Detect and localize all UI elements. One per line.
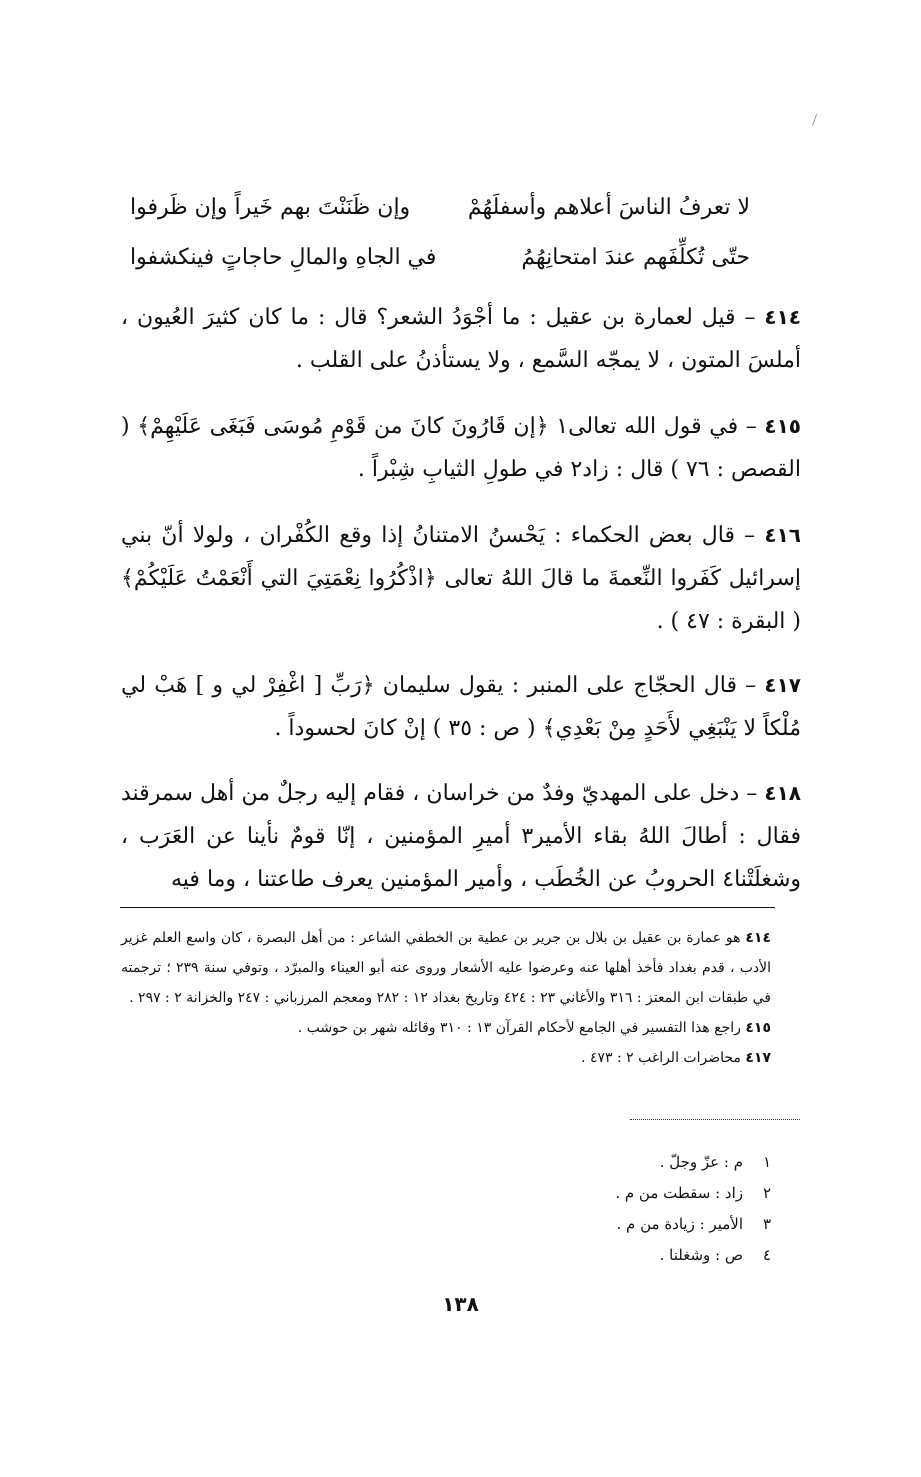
- footnote-key: ١: [762, 1153, 771, 1171]
- note-item: [121, 1043, 771, 1073]
- footnote-text: ص : وشغلنا .: [659, 1246, 743, 1264]
- footnote-item: [471, 1209, 771, 1240]
- note-number: ٤١٤: [745, 930, 772, 946]
- margin-mark: [812, 114, 817, 126]
- entry-text: – قيل لعمارة بن عقيل : ما أجْوَدُ الشعر؟ قال : ما كان كثيرَ العُيون ، أملسَ المتون ، لا يمجّه السَّمع ، ولا يستأذنُ على القلب .: [121, 305, 801, 373]
- verse-hemistich-second: في الجاهِ والمالِ حاجاتٍ فينكشفوا: [130, 245, 437, 270]
- entry-number: ٤١٥: [764, 414, 801, 438]
- entry-number: ٤١٧: [764, 673, 801, 697]
- commentary-notes: [121, 923, 771, 1073]
- entry-text: – قال بعض الحكماء : يَحْسنُ الامتنانُ إذا وقع الكُفْران ، ولولا أنّ بني إسرائيل كَفَروا النِّعمةَ ما قالَ اللهُ تعالى ﴿اذْكُرُوا نِعْمَتِيَ التي أَنْعَمْتُ عَلَيْكُمْ﴾ ( البقرة : ٤٧ ) .: [121, 523, 801, 634]
- footnote-separator: [120, 907, 775, 908]
- footnote-text: م : عزّ وجلّ .: [659, 1153, 743, 1171]
- footnote-item: [471, 1178, 771, 1209]
- note-text: هو عمارة بن عقيل بن بلال بن جرير بن عطية بن الخطفي الشاعر : من أهل البصرة ، كان واسع العلم غزير الأدب ، قدم بغداد فأخذ أهلها عنه وعرضوا عليه الأشعار وروى عنه أبو العيناء والمبرّد ، وتوفي سنة ٢٣٩ ؛ ترجمته في طبقات ابن المعتز : ٣١٦ والأغاني ٢٣ : ٤٢٤ وتاريخ بغداد ١٢ : ٢٨٢ ومعجم المرزباني : ٢٤٧ والخزانة ٢ : ٢٩٧ .: [121, 930, 771, 1006]
- verse-hemistich-first: لا تعرفُ الناسَ أعلاهم وأسفلَهُمْ: [467, 195, 750, 220]
- entry-text: – قال الحجّاج على المنبر : يقول سليمان ﴿رَبِّ [ اغْفِرْ لي و ] هَبْ لي مُلْكاً لا يَنْبَغِي لأَحَدٍ مِنْ بَعْدِي﴾ ( ص : ٣٥ ) إنْ كانَ لحسوداً .: [121, 673, 801, 741]
- entry-415: [121, 405, 801, 491]
- footnote-item: [471, 1147, 771, 1178]
- note-number: ٤١٧: [745, 1050, 771, 1066]
- note-number: ٤١٥: [745, 1020, 771, 1036]
- note-item: [121, 1013, 771, 1043]
- verse-block: [130, 188, 770, 288]
- note-text: محاضرات الراغب ٢ : ٤٧٣ .: [581, 1050, 741, 1066]
- textual-footnotes: [471, 1147, 771, 1271]
- note-item: [121, 923, 771, 1013]
- footnote-dotted-separator: [630, 1119, 800, 1120]
- verse-line: [130, 188, 770, 238]
- entry-418: [121, 772, 801, 901]
- verse-line: [130, 238, 770, 288]
- footnote-text: الأمير : زيادة من م .: [616, 1215, 743, 1233]
- footnote-key: ٤: [762, 1246, 771, 1264]
- verse-hemistich-second: وإن ظَنَنْتَ بهم خَيراً وإن ظَرفوا: [130, 195, 411, 220]
- note-text: راجع هذا التفسير في الجامع لأحكام القرآن ١٣ : ٣١٠ وقائله شهر بن حوشب .: [297, 1020, 741, 1036]
- entry-416: [121, 514, 801, 643]
- entry-number: ٤١٤: [764, 305, 802, 329]
- verse-hemistich-first: حتّى تُكلِّفَهم عندَ امتحانِهُمُ: [521, 245, 750, 270]
- page-number: ١٣٨: [442, 1292, 479, 1316]
- footnote-key: ٣: [762, 1215, 771, 1233]
- entry-417: [121, 664, 801, 750]
- footnote-item: [471, 1240, 771, 1271]
- entry-number: ٤١٨: [764, 781, 801, 805]
- entry-text: – في قول الله تعالى١ ﴿إن قَارُونَ كانَ من قَوْمِ مُوسَى فَبَغَى عَلَيْهِمْ﴾ ( القصص : ٧٦ ) قال : زاد٢ في طولِ الثيابِ شِبْراً .: [121, 414, 801, 482]
- entry-text: – دخل على المهديّ وفدٌ من خراسان ، فقام إليه رجلٌ من أهل سمرقند فقال : أطالَ اللهُ بقاء الأمير٣ أميرِ المؤمنين ، إنّا قومٌ نأينا عن العَرَب ، وشغلَتْنا٤ الحروبُ عن الخُطَب ، وأمير المؤمنين يعرف طاعتنا ، وما فيه: [121, 781, 802, 892]
- entry-number: ٤١٦: [764, 523, 801, 547]
- footnote-key: ٢: [762, 1184, 771, 1202]
- footnote-text: زاد : سقطت من م .: [615, 1184, 743, 1202]
- entry-414: [121, 296, 801, 382]
